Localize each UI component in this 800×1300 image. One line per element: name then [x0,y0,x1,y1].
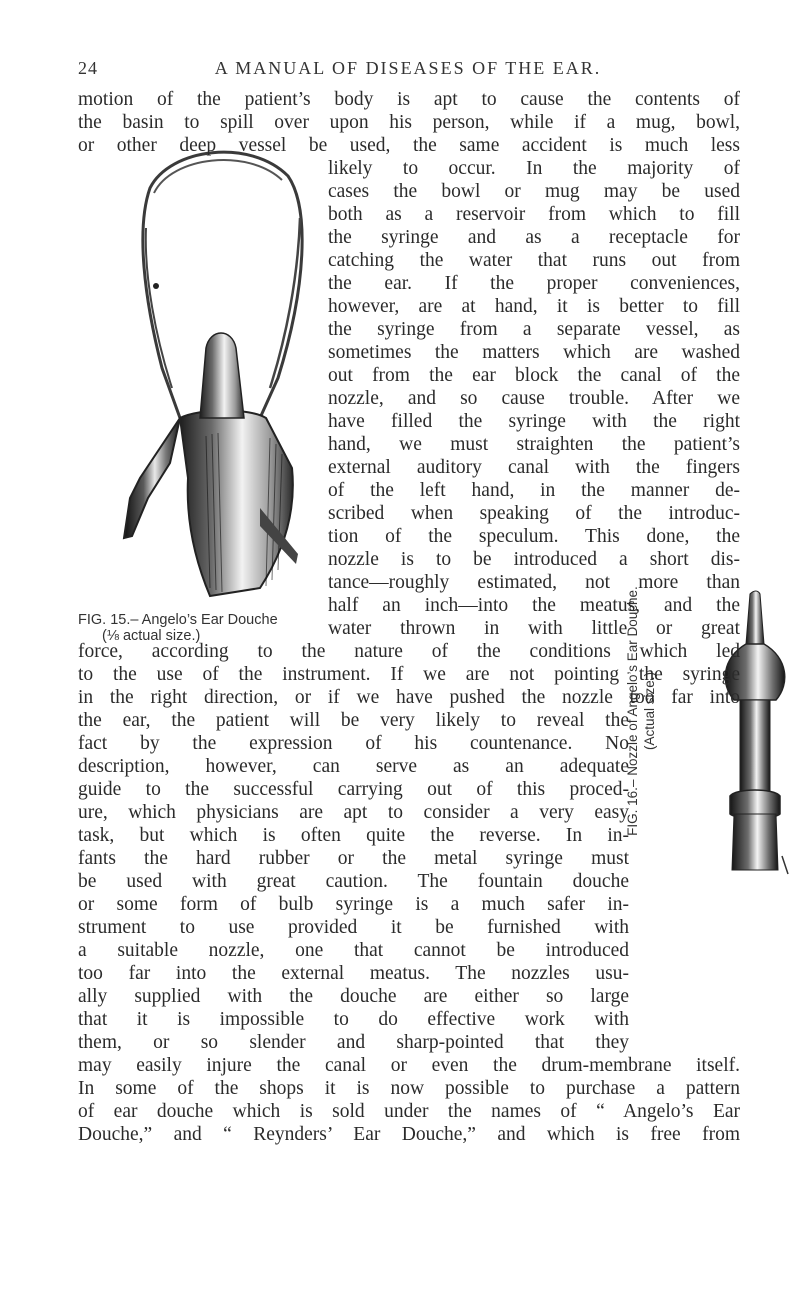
running-title: A MANUAL OF DISEASES OF THE EAR. [214,58,602,78]
text-line: them, or so slender and sharp-pointed that they [78,1032,629,1053]
text-line: of ear douche which is sold under the names of “ Angelo’s Ear [78,1101,740,1122]
text-line: water thrown in with little or great [328,618,740,639]
text-line: tance—roughly estimated, not more than [328,572,740,593]
text-line: may easily injure the canal or even the drum-membrane itself. [78,1055,740,1076]
text-line: force, according to the nature of the conditions which led [78,641,740,662]
text-line: a suitable nozzle, one that cannot be introduced [78,940,629,961]
text-line: task, but which is often quite the reverse. In in- [78,825,629,846]
text-line: nozzle is to be introduced a short dis- [328,549,740,570]
figure-15-ear-douche [110,118,324,608]
figure-16-caption-scale: (Actual size.) [642,671,657,751]
text-line: the basin to spill over upon his person, while if a mug, bowl, [78,112,740,133]
text-line: or other deep vessel be used, the same accident is much less [78,135,740,156]
text-line: strument to use provided it be furnished with [78,917,629,938]
text-line: have filled the syringe with the right [328,411,740,432]
text-line: in the right direction, or if we have pushed the nozzle too far into [78,687,740,708]
text-line: In some of the shops it is now possible to purchase a pattern [78,1078,740,1099]
text-line: to the use of the instrument. If we are not pointing the syringe [78,664,740,685]
text-line: or some form of bulb syringe is a much safer in- [78,894,629,915]
text-line: however, are at hand, it is better to fill [328,296,740,317]
text-line: hand, we must straighten the patient’s [328,434,740,455]
text-line: motion of the patient’s body is apt to cause the contents of [78,89,740,110]
figure-15-caption-title: FIG. 15.– Angelo’s Ear Douche [78,612,278,628]
text-line: the ear. If the proper conveniences, [328,273,740,294]
ear-douche-illustration [110,118,324,608]
text-line: likely to occur. In the majority of [328,158,740,179]
text-line: out from the ear block the canal of the [328,365,740,386]
figure-15-caption-scale: (⅛ actual size.) [102,628,201,644]
text-line: external auditory canal with the fingers [328,457,740,478]
text-line: both as a reservoir from which to fill [328,204,740,225]
text-line: that it is impossible to do effective work with [78,1009,629,1030]
text-line: of the left hand, in the manner de- [328,480,740,501]
text-line: too far into the external meatus. The nozzles usu- [78,963,629,984]
text-line: description, however, can serve as an adequate [78,756,629,777]
text-line: fact by the expression of his countenance. No [78,733,629,754]
text-line: fants the hard rubber or the metal syringe must [78,848,629,869]
text-line: be used with great caution. The fountain douche [78,871,629,892]
text-line: the syringe from a separate vessel, as [328,319,740,340]
page-number: 24 [78,58,98,78]
text-line: ure, which physicians are apt to consider a very easy [78,802,629,823]
text-line: the ear, the patient will be very likely to reveal the [78,710,629,731]
text-line: ally supplied with the douche are either so large [78,986,629,1007]
text-line: half an inch—into the meatus, and the [328,595,740,616]
text-line: the syringe and as a receptacle for [328,227,740,248]
text-line: Douche,” and “ Reynders’ Ear Douche,” and which is free from [78,1124,740,1145]
text-line: guide to the successful carrying out of this proced- [78,779,629,800]
text-line: catching the water that runs out from [328,250,740,271]
text-line: nozzle, and so cause trouble. After we [328,388,740,409]
text-line: cases the bowl or mug may be used [328,181,740,202]
text-line: sometimes the matters which are washed [328,342,740,363]
figure-16-caption-title: FIG. 16.– Nozzle of Angelo’s Ear Douche. [625,586,640,836]
text-line: scribed when speaking of the introduc- [328,503,740,524]
text-line: tion of the speculum. This done, the [328,526,740,547]
